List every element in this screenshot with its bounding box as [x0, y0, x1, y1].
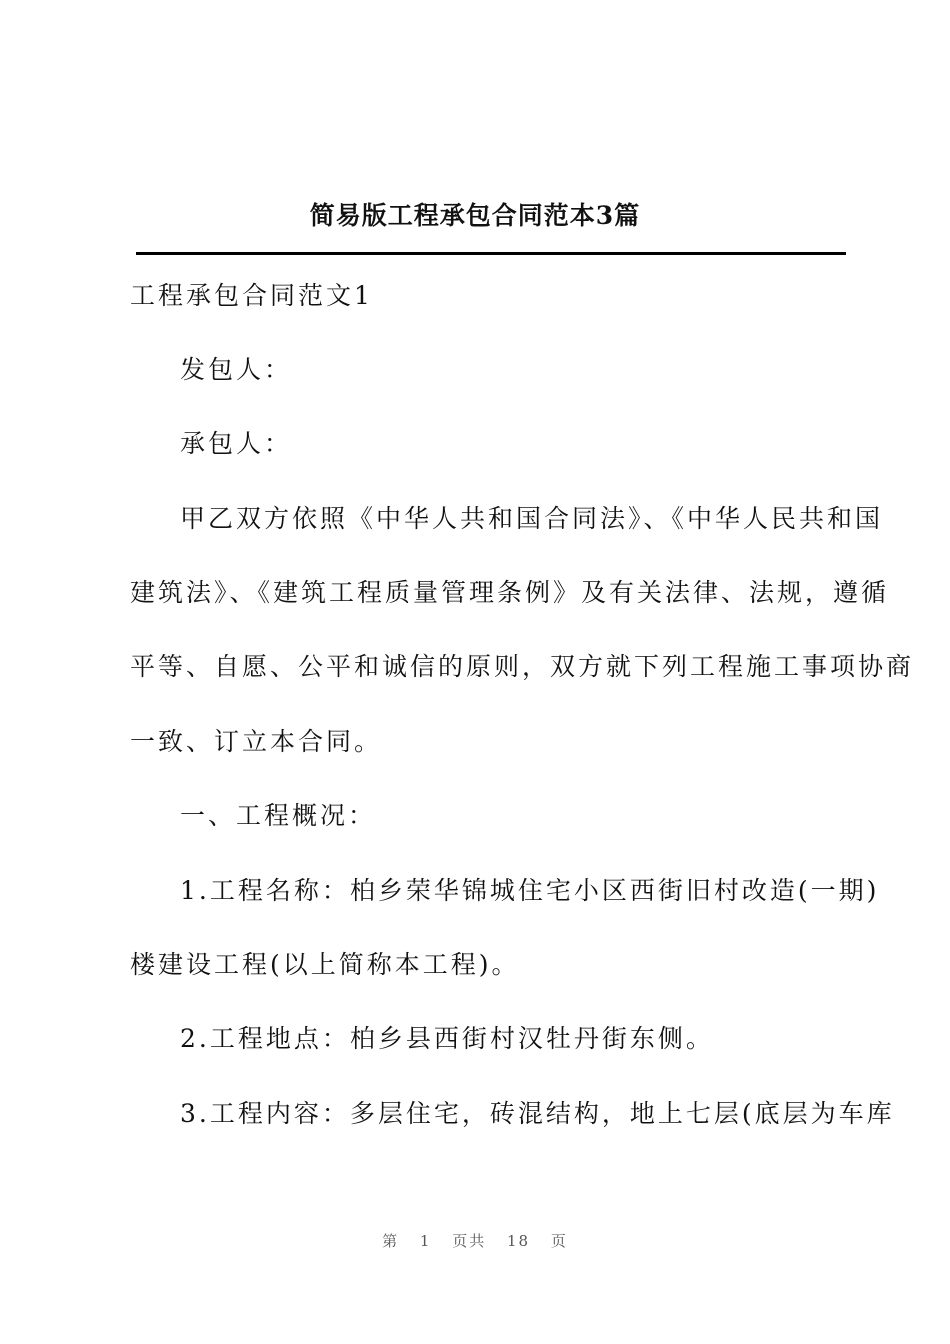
footer-total-pages: 18 [507, 1232, 531, 1250]
paragraph-line: 3.工程内容：多层住宅，砖混结构，地上七层(底层为车库 [180, 1099, 895, 1128]
paragraph-line: 一、工程概况： [180, 801, 377, 830]
paragraph-line: 承包人： [180, 429, 293, 458]
section-heading: 工程承包合同范文1 [130, 281, 373, 310]
paragraph-line: 建筑法》、《建筑工程质量管理条例》及有关法律、法规，遵循 [130, 578, 890, 607]
paragraph-line: 1.工程名称：柏乡荣华锦城住宅小区西街旧村改造(一期) [180, 876, 880, 905]
footer-suffix: 页 [550, 1232, 568, 1250]
paragraph-line: 2.工程地点：柏乡县西街村汉牡丹街东侧。 [180, 1024, 714, 1053]
document-title: 简易版工程承包合同范本3篇 [309, 201, 641, 230]
paragraph-line: 楼建设工程(以上简称本工程)。 [130, 950, 520, 979]
paragraph-line: 一致、订立本合同。 [130, 727, 383, 756]
page-footer [0, 1230, 950, 1251]
paragraph-line: 平等、自愿、公平和诚信的原则，双方就下列工程施工事项协商 [130, 652, 915, 681]
paragraph-line: 发包人： [180, 355, 293, 384]
footer-page-number: 1 [419, 1232, 432, 1250]
footer-prefix: 第 [382, 1232, 400, 1250]
footer-middle: 页共 [452, 1232, 487, 1250]
title-divider [136, 252, 846, 255]
paragraph-line: 甲乙双方依照《中华人共和国合同法》、《中华人民共和国 [180, 504, 884, 533]
